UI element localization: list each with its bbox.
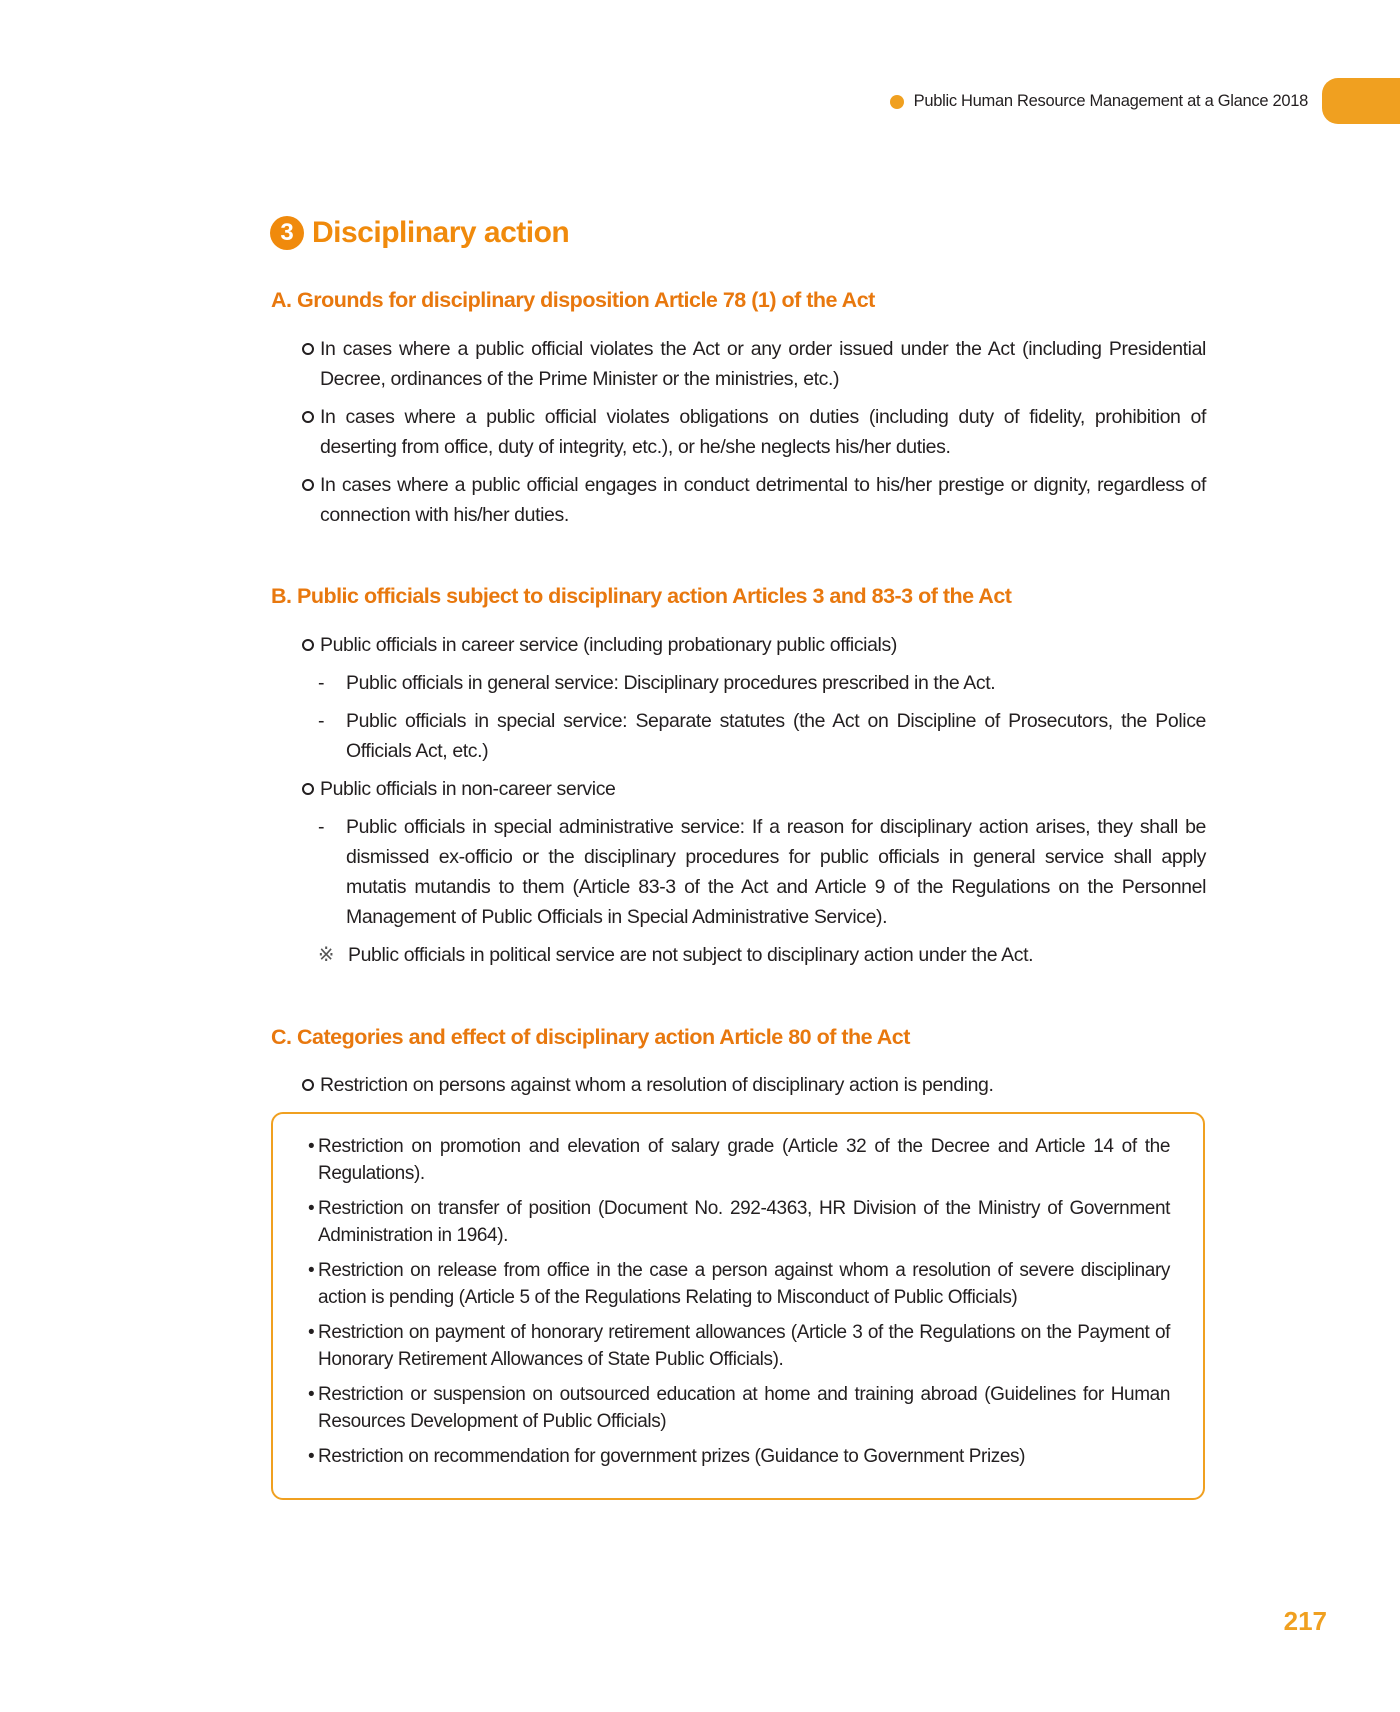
list-item: • Restriction on release from office in the case a person against whom a resolution of severe disciplinary action is pending (Article 5 of the Regulations Relating to Misconduct of Public Officials) [310,1257,1170,1311]
circle-bullet-icon [302,783,314,795]
circle-bullet-icon [302,479,314,491]
bullet-icon: • [308,1260,315,1281]
circle-bullet-icon [302,343,314,355]
part-a-list [300,334,1206,538]
circle-bullet-icon [302,639,314,651]
heading-part-a: A. Grounds for disciplinary disposition Article 78 (1) of the Act [271,288,875,312]
list-item: In cases where a public official engages in conduct detrimental to his/her prestige or dignity, regardless of connection with his/her duties. [300,470,1206,530]
section-title [270,216,569,250]
sub-list-item: - Public officials in special administrative service: If a reason for disciplinary action arises, they shall be dismissed ex-officio or the disciplinary procedures for public officials in general service shall apply mutatis mutandis to them (Article 83-3 of the Act and Article 9 of the Regulations on the Personnel Management of Public Officials in Special Administrative Service). [318,816,1206,928]
list-item: In cases where a public official violates the Act or any order issued under the Act (including Presidential Decree, ordinances of the Prime Minister or the ministries, etc.) [300,334,1206,394]
note: ※ Public officials in political service are not subject to disciplinary action under the Act. [318,940,1206,970]
circle-bullet-icon [302,411,314,423]
sub-list-item: - Public officials in general service: Disciplinary procedures prescribed in the Act. [318,672,996,694]
sub-list-item: - Public officials in special service: Separate statutes (the Act on Discipline of Prosecutors, the Police Officials Act, etc.) [318,710,1206,762]
bullet-icon: • [308,1198,315,1219]
part-c-list [300,1070,1206,1108]
list-item: • Restriction on payment of honorary retirement allowances (Article 3 of the Regulations on the Payment of Honorary Retirement Allowances of State Public Officials). [310,1319,1170,1373]
running-header [890,92,1308,111]
running-title: Public Human Resource Management at a Glance 2018 [913,92,1308,110]
heading-part-b: B. Public officials subject to disciplinary action Articles 3 and 83-3 of the Act [271,584,1012,608]
list-item: • Restriction on recommendation for government prizes (Guidance to Government Prizes) [310,1443,1170,1470]
bullet-icon: • [308,1136,315,1157]
restrictions-list [310,1133,1170,1478]
reference-mark-icon: ※ [318,944,334,966]
list-item: Public officials in career service (including probationary public officials) [300,630,1206,660]
list-item: Restriction on persons against whom a resolution of disciplinary action is pending. [300,1070,1206,1100]
bullet-icon: • [308,1446,315,1467]
list-item: Public officials in non-career service [300,774,1206,804]
list-item: • Restriction or suspension on outsourced education at home and training abroad (Guidelines for Human Resources Development of Public Officials) [310,1381,1170,1435]
chapter-tab [1322,78,1400,124]
section-heading: Disciplinary action [312,216,570,249]
list-item: • Restriction on promotion and elevation of salary grade (Article 32 of the Decree and Article 14 of the Regulations). [310,1133,1170,1187]
bullet-icon: • [308,1322,315,1343]
circle-bullet-icon [302,1079,314,1091]
part-b-list [300,630,1206,978]
section-number-icon: 3 [270,216,304,250]
bullet-dot-icon [890,95,904,109]
bullet-icon: • [308,1384,315,1405]
heading-part-c: C. Categories and effect of disciplinary action Article 80 of the Act [271,1025,910,1049]
list-item: In cases where a public official violates obligations on duties (including duty of fidelity, prohibition of deserting from office, duty of integrity, etc.), or he/she neglects his/her duties. [300,402,1206,462]
page-number: 217 [1283,1606,1327,1636]
list-item: • Restriction on transfer of position (Document No. 292-4363, HR Division of the Ministry of Government Administration in 1964). [310,1195,1170,1249]
